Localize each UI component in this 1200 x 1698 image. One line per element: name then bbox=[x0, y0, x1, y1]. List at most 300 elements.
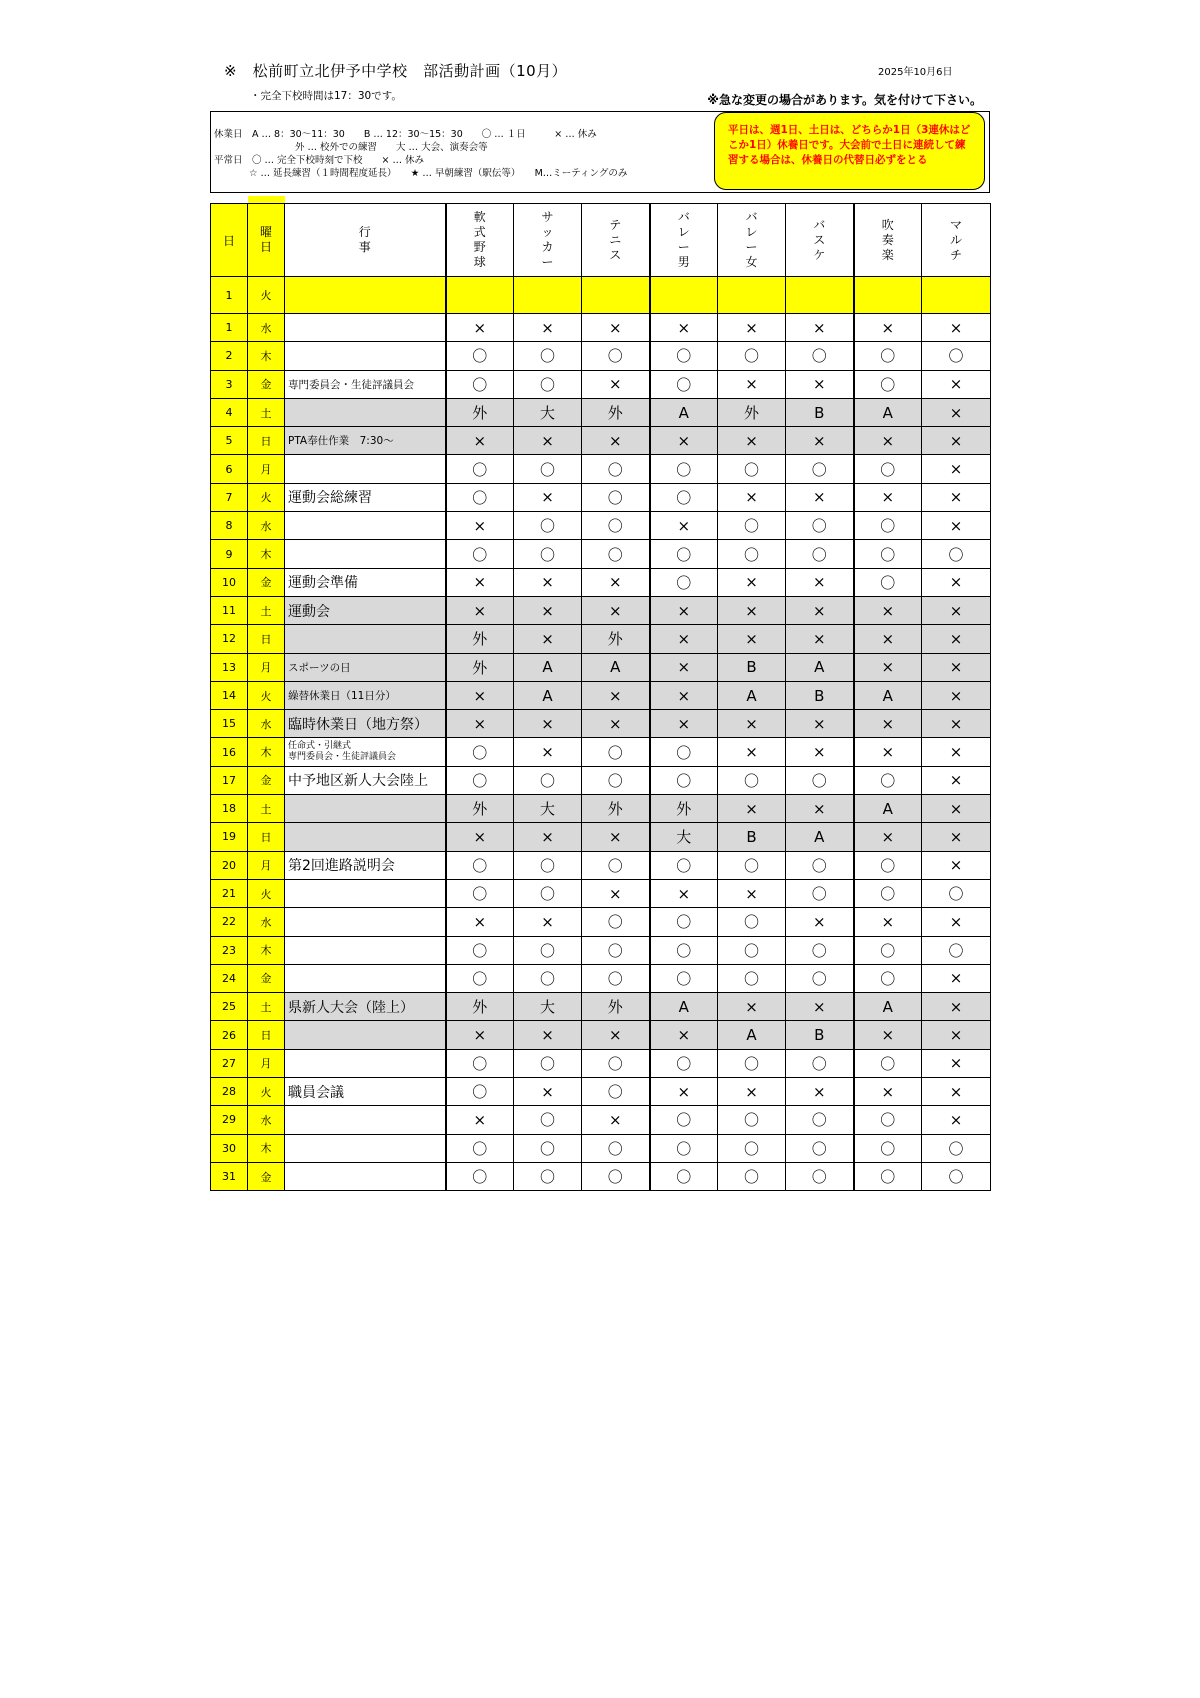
schedule-cell: 外 bbox=[718, 398, 786, 426]
schedule-cell: 〇 bbox=[514, 370, 582, 398]
event-cell: 県新人大会（陸上） bbox=[285, 993, 446, 1021]
schedule-cell: × bbox=[854, 710, 922, 738]
event-cell bbox=[285, 314, 446, 342]
schedule-cell: × bbox=[922, 1049, 991, 1077]
schedule-cell: × bbox=[786, 710, 854, 738]
table-row bbox=[211, 314, 991, 342]
schedule-cell: 〇 bbox=[514, 1049, 582, 1077]
schedule-cell: B bbox=[718, 653, 786, 681]
schedule-cell: 〇 bbox=[650, 936, 718, 964]
schedule-cell: × bbox=[718, 738, 786, 766]
schedule-cell: × bbox=[922, 795, 991, 823]
col-club bbox=[922, 204, 991, 277]
day-number: 19 bbox=[211, 823, 248, 851]
col-weekday-label: 曜日 bbox=[260, 225, 273, 254]
schedule-cell: A bbox=[514, 681, 582, 709]
table-row bbox=[211, 1078, 991, 1106]
rest-day-notice: 平日は、週1日、土日は、どちらか1日（3連休はどこか1日）休養日です。大会前で土日に連続して練習する場合は、休養日の代替日必ずをとる bbox=[714, 112, 985, 190]
event-cell bbox=[285, 1134, 446, 1162]
club-schedule-table bbox=[210, 203, 991, 1191]
schedule-cell: 〇 bbox=[514, 1106, 582, 1134]
event-cell: 運動会総練習 bbox=[285, 483, 446, 511]
schedule-cell: × bbox=[446, 596, 514, 624]
schedule-cell: 〇 bbox=[650, 342, 718, 370]
schedule-cell: × bbox=[854, 427, 922, 455]
table-row bbox=[211, 936, 991, 964]
schedule-cell: × bbox=[854, 483, 922, 511]
schedule-cell: × bbox=[514, 625, 582, 653]
schedule-cell: × bbox=[786, 1078, 854, 1106]
schedule-cell: × bbox=[650, 1078, 718, 1106]
schedule-cell: × bbox=[582, 314, 650, 342]
schedule-cell: 〇 bbox=[650, 851, 718, 879]
weekday: 木 bbox=[248, 1134, 285, 1162]
schedule-cell: 〇 bbox=[582, 455, 650, 483]
schedule-cell: 〇 bbox=[786, 342, 854, 370]
day-number: 28 bbox=[211, 1078, 248, 1106]
schedule-cell: × bbox=[718, 1078, 786, 1106]
weekday: 水 bbox=[248, 908, 285, 936]
schedule-cell: 〇 bbox=[922, 879, 991, 907]
schedule-cell: × bbox=[650, 681, 718, 709]
weekday: 火 bbox=[248, 483, 285, 511]
schedule-cell: 〇 bbox=[582, 1162, 650, 1190]
event-cell: 運動会準備 bbox=[285, 568, 446, 596]
schedule-cell: 〇 bbox=[718, 851, 786, 879]
schedule-cell: 〇 bbox=[854, 851, 922, 879]
col-event-label: 行事 bbox=[358, 225, 371, 254]
schedule-cell: 〇 bbox=[650, 455, 718, 483]
schedule-cell: 〇 bbox=[446, 964, 514, 992]
schedule-cell: 〇 bbox=[786, 1134, 854, 1162]
event-cell bbox=[285, 908, 446, 936]
event-cell bbox=[285, 795, 446, 823]
schedule-cell: 〇 bbox=[514, 1134, 582, 1162]
club-label: 吹奏楽 bbox=[881, 217, 894, 262]
event-line: 専門委員会・生徒評議員会 bbox=[288, 752, 397, 763]
schedule-cell: 〇 bbox=[854, 1106, 922, 1134]
day-number: 20 bbox=[211, 851, 248, 879]
weekday: 土 bbox=[248, 596, 285, 624]
schedule-cell: A bbox=[582, 653, 650, 681]
day-number: 7 bbox=[211, 483, 248, 511]
schedule-cell: × bbox=[650, 427, 718, 455]
schedule-cell: × bbox=[446, 314, 514, 342]
table-row bbox=[211, 427, 991, 455]
weekday: 火 bbox=[248, 277, 285, 314]
col-event bbox=[285, 204, 446, 277]
event-cell: 運動会 bbox=[285, 596, 446, 624]
schedule-cell: A bbox=[514, 653, 582, 681]
day-number: 5 bbox=[211, 427, 248, 455]
schedule-cell: 〇 bbox=[582, 936, 650, 964]
schedule-cell: 〇 bbox=[650, 540, 718, 568]
weekday: 月 bbox=[248, 455, 285, 483]
schedule-cell: 〇 bbox=[446, 879, 514, 907]
schedule-cell: 〇 bbox=[854, 455, 922, 483]
schedule-cell: A bbox=[650, 993, 718, 1021]
schedule-cell: 〇 bbox=[582, 738, 650, 766]
schedule-cell: 〇 bbox=[786, 1106, 854, 1134]
schedule-cell: × bbox=[854, 1078, 922, 1106]
schedule-cell: 〇 bbox=[514, 512, 582, 540]
schedule-cell: × bbox=[922, 1078, 991, 1106]
event-cell: 第2回進路説明会 bbox=[285, 851, 446, 879]
schedule-cell: × bbox=[446, 427, 514, 455]
day-number: 1 bbox=[211, 277, 248, 314]
schedule-cell: × bbox=[786, 483, 854, 511]
dismissal-note: ・完全下校時間は17：30です。 bbox=[250, 90, 402, 102]
event-cell: スポーツの日 bbox=[285, 653, 446, 681]
day-number: 11 bbox=[211, 596, 248, 624]
schedule-cell: 〇 bbox=[446, 936, 514, 964]
schedule-cell: × bbox=[650, 1021, 718, 1049]
day-number: 23 bbox=[211, 936, 248, 964]
schedule-cell: × bbox=[854, 1021, 922, 1049]
schedule-cell: 〇 bbox=[582, 1134, 650, 1162]
event-cell bbox=[285, 277, 446, 314]
day-number: 31 bbox=[211, 1162, 248, 1190]
schedule-cell: 〇 bbox=[854, 540, 922, 568]
schedule-cell: × bbox=[446, 681, 514, 709]
table-row bbox=[211, 540, 991, 568]
schedule-cell: 〇 bbox=[718, 512, 786, 540]
weekday: 木 bbox=[248, 936, 285, 964]
club-label: サッカー bbox=[541, 210, 554, 269]
schedule-cell: 〇 bbox=[582, 766, 650, 794]
schedule-cell: × bbox=[786, 908, 854, 936]
schedule-cell: × bbox=[446, 1021, 514, 1049]
schedule-cell: × bbox=[786, 625, 854, 653]
event-line: 任命式・引継式 bbox=[288, 741, 352, 752]
table-row bbox=[211, 455, 991, 483]
schedule-cell: × bbox=[922, 766, 991, 794]
schedule-cell: × bbox=[446, 908, 514, 936]
day-number: 10 bbox=[211, 568, 248, 596]
schedule-cell: 〇 bbox=[650, 370, 718, 398]
schedule-cell bbox=[786, 277, 854, 314]
schedule-cell: 〇 bbox=[854, 1134, 922, 1162]
schedule-cell: 〇 bbox=[718, 1106, 786, 1134]
col-club bbox=[650, 204, 718, 277]
schedule-cell: B bbox=[786, 681, 854, 709]
schedule-cell: 〇 bbox=[854, 936, 922, 964]
schedule-cell: × bbox=[582, 427, 650, 455]
weekday: 日 bbox=[248, 823, 285, 851]
club-label: 軟式野球 bbox=[473, 210, 486, 269]
schedule-cell: × bbox=[718, 483, 786, 511]
table-row bbox=[211, 277, 991, 314]
schedule-cell: × bbox=[718, 314, 786, 342]
schedule-cell: 〇 bbox=[922, 936, 991, 964]
schedule-cell: 〇 bbox=[446, 455, 514, 483]
schedule-cell: × bbox=[446, 823, 514, 851]
schedule-cell: × bbox=[922, 427, 991, 455]
club-label: マルチ bbox=[950, 217, 963, 262]
schedule-cell: 〇 bbox=[446, 540, 514, 568]
schedule-cell: A bbox=[854, 681, 922, 709]
table-row bbox=[211, 596, 991, 624]
schedule-cell: 〇 bbox=[718, 766, 786, 794]
schedule-cell: 〇 bbox=[786, 766, 854, 794]
event-cell: PTA奉仕作業 7:30～ bbox=[285, 427, 446, 455]
schedule-cell: × bbox=[718, 370, 786, 398]
schedule-cell: 〇 bbox=[650, 738, 718, 766]
table-row bbox=[211, 1106, 991, 1134]
schedule-cell: × bbox=[922, 851, 991, 879]
weekday: 金 bbox=[248, 1162, 285, 1190]
table-row bbox=[211, 908, 991, 936]
schedule-cell: × bbox=[582, 1021, 650, 1049]
schedule-cell bbox=[854, 277, 922, 314]
weekday: 金 bbox=[248, 964, 285, 992]
schedule-cell: 〇 bbox=[922, 1162, 991, 1190]
weekday: 月 bbox=[248, 653, 285, 681]
schedule-cell: × bbox=[786, 738, 854, 766]
schedule-cell: 〇 bbox=[854, 568, 922, 596]
table-row bbox=[211, 342, 991, 370]
schedule-cell: A bbox=[786, 823, 854, 851]
col-club bbox=[446, 204, 514, 277]
schedule-cell: × bbox=[922, 710, 991, 738]
weekday: 金 bbox=[248, 370, 285, 398]
schedule-cell: 〇 bbox=[446, 342, 514, 370]
schedule-cell: × bbox=[514, 314, 582, 342]
day-number: 8 bbox=[211, 512, 248, 540]
schedule-cell: 〇 bbox=[718, 1049, 786, 1077]
weekday: 土 bbox=[248, 398, 285, 426]
event-cell bbox=[285, 625, 446, 653]
schedule-cell: 外 bbox=[446, 398, 514, 426]
table-row bbox=[211, 1021, 991, 1049]
event-cell bbox=[285, 936, 446, 964]
table-row bbox=[211, 710, 991, 738]
schedule-cell: × bbox=[514, 1078, 582, 1106]
event-cell: 臨時休業日（地方祭） bbox=[285, 710, 446, 738]
weekday: 水 bbox=[248, 1106, 285, 1134]
schedule-cell: 〇 bbox=[718, 455, 786, 483]
schedule-cell: A bbox=[786, 653, 854, 681]
club-label: バスケ bbox=[813, 217, 826, 262]
schedule-cell: × bbox=[582, 879, 650, 907]
schedule-cell: 〇 bbox=[514, 879, 582, 907]
schedule-cell: × bbox=[854, 625, 922, 653]
schedule-cell: × bbox=[922, 823, 991, 851]
schedule-cell: 〇 bbox=[922, 1134, 991, 1162]
table-row bbox=[211, 766, 991, 794]
event-cell bbox=[285, 738, 446, 766]
day-number: 13 bbox=[211, 653, 248, 681]
legend-line-holiday: 休業日 A … 8：30～11：30 B … 12：30～15：30 〇 … １日 × … 休み bbox=[214, 129, 597, 140]
schedule-cell: × bbox=[922, 596, 991, 624]
weekday: 木 bbox=[248, 540, 285, 568]
table-row bbox=[211, 1162, 991, 1190]
schedule-cell: 大 bbox=[514, 398, 582, 426]
club-label: バレー男 bbox=[677, 210, 690, 269]
schedule-cell: 〇 bbox=[786, 936, 854, 964]
schedule-cell: 〇 bbox=[582, 512, 650, 540]
schedule-cell: B bbox=[786, 1021, 854, 1049]
schedule-cell: 〇 bbox=[650, 1162, 718, 1190]
day-number: 24 bbox=[211, 964, 248, 992]
schedule-cell: 〇 bbox=[582, 342, 650, 370]
schedule-cell: 〇 bbox=[514, 455, 582, 483]
schedule-cell: × bbox=[718, 795, 786, 823]
table-row bbox=[211, 568, 991, 596]
schedule-cell: 〇 bbox=[582, 964, 650, 992]
legend-line-outside: 外 … 校外での練習 大 … 大会、演奏会等 bbox=[295, 142, 488, 153]
schedule-cell: 〇 bbox=[718, 964, 786, 992]
schedule-cell: A bbox=[854, 398, 922, 426]
schedule-cell: 〇 bbox=[922, 540, 991, 568]
event-cell bbox=[285, 455, 446, 483]
schedule-cell: 大 bbox=[514, 993, 582, 1021]
schedule-cell: × bbox=[582, 823, 650, 851]
document-date: 2025年10月6日 bbox=[878, 67, 953, 78]
club-label: バレー女 bbox=[745, 210, 758, 269]
schedule-cell: 〇 bbox=[514, 540, 582, 568]
schedule-cell: 〇 bbox=[650, 1106, 718, 1134]
schedule-cell: B bbox=[786, 398, 854, 426]
schedule-cell: 〇 bbox=[854, 342, 922, 370]
col-club bbox=[786, 204, 854, 277]
table-row bbox=[211, 738, 991, 766]
schedule-cell: 〇 bbox=[786, 455, 854, 483]
schedule-cell: 〇 bbox=[786, 540, 854, 568]
schedule-cell: 外 bbox=[446, 653, 514, 681]
schedule-cell: 外 bbox=[582, 625, 650, 653]
schedule-cell: × bbox=[650, 653, 718, 681]
schedule-cell: 外 bbox=[582, 993, 650, 1021]
schedule-cell: × bbox=[922, 964, 991, 992]
schedule-cell: × bbox=[922, 370, 991, 398]
weekday: 木 bbox=[248, 342, 285, 370]
schedule-cell: × bbox=[446, 1106, 514, 1134]
schedule-cell: × bbox=[922, 483, 991, 511]
schedule-cell: 〇 bbox=[446, 370, 514, 398]
schedule-cell: 〇 bbox=[446, 483, 514, 511]
schedule-cell: B bbox=[718, 823, 786, 851]
col-club bbox=[514, 204, 582, 277]
schedule-cell: 〇 bbox=[854, 964, 922, 992]
col-club bbox=[582, 204, 650, 277]
schedule-cell: × bbox=[514, 823, 582, 851]
schedule-cell: 〇 bbox=[650, 568, 718, 596]
schedule-cell: × bbox=[922, 1021, 991, 1049]
schedule-cell bbox=[514, 277, 582, 314]
schedule-cell: 〇 bbox=[446, 1049, 514, 1077]
schedule-cell: 〇 bbox=[582, 483, 650, 511]
schedule-cell: 〇 bbox=[582, 1078, 650, 1106]
schedule-cell: 〇 bbox=[650, 964, 718, 992]
table-row bbox=[211, 512, 991, 540]
club-label: テニス bbox=[609, 217, 622, 262]
schedule-cell: × bbox=[582, 1106, 650, 1134]
schedule-cell: 〇 bbox=[582, 851, 650, 879]
schedule-cell: 〇 bbox=[446, 1134, 514, 1162]
schedule-cell: 〇 bbox=[514, 851, 582, 879]
day-number: 29 bbox=[211, 1106, 248, 1134]
event-cell: 専門委員会・生徒評議員会 bbox=[285, 370, 446, 398]
schedule-cell: × bbox=[786, 795, 854, 823]
schedule-cell: 〇 bbox=[854, 370, 922, 398]
schedule-cell: × bbox=[718, 710, 786, 738]
weekday: 水 bbox=[248, 512, 285, 540]
schedule-cell: 〇 bbox=[786, 512, 854, 540]
schedule-cell: × bbox=[922, 398, 991, 426]
table-row bbox=[211, 625, 991, 653]
schedule-cell: × bbox=[650, 596, 718, 624]
schedule-cell: × bbox=[854, 596, 922, 624]
schedule-cell: × bbox=[514, 908, 582, 936]
day-number: 22 bbox=[211, 908, 248, 936]
schedule-cell bbox=[650, 277, 718, 314]
schedule-cell: × bbox=[786, 568, 854, 596]
schedule-cell: 〇 bbox=[786, 879, 854, 907]
event-cell bbox=[285, 879, 446, 907]
weekday: 日 bbox=[248, 1021, 285, 1049]
schedule-cell: 〇 bbox=[854, 766, 922, 794]
schedule-cell: × bbox=[854, 653, 922, 681]
legend-line-extra: ☆ … 延長練習（１時間程度延長） ★ … 早朝練習（駅伝等） M…ミーティングのみ bbox=[249, 168, 628, 179]
event-cell bbox=[285, 1162, 446, 1190]
event-cell bbox=[285, 1021, 446, 1049]
schedule-cell: × bbox=[718, 596, 786, 624]
schedule-cell: × bbox=[786, 370, 854, 398]
page-title: ※ 松前町立北伊予中学校 部活動計画（10月） bbox=[224, 62, 568, 80]
weekday: 水 bbox=[248, 314, 285, 342]
schedule-cell: 〇 bbox=[446, 766, 514, 794]
schedule-cell: A bbox=[854, 993, 922, 1021]
schedule-cell: × bbox=[718, 625, 786, 653]
schedule-cell: × bbox=[446, 512, 514, 540]
schedule-cell: 外 bbox=[446, 625, 514, 653]
weekday: 日 bbox=[248, 427, 285, 455]
schedule-cell: × bbox=[650, 314, 718, 342]
schedule-cell: 外 bbox=[650, 795, 718, 823]
schedule-cell: 〇 bbox=[922, 342, 991, 370]
schedule-cell bbox=[922, 277, 991, 314]
col-day: 日 bbox=[211, 204, 248, 277]
day-number: 26 bbox=[211, 1021, 248, 1049]
table-row bbox=[211, 398, 991, 426]
schedule-cell: 外 bbox=[446, 993, 514, 1021]
table-row bbox=[211, 851, 991, 879]
table-row bbox=[211, 795, 991, 823]
schedule-cell: 〇 bbox=[718, 1162, 786, 1190]
schedule-cell: 〇 bbox=[582, 540, 650, 568]
day-number: 25 bbox=[211, 993, 248, 1021]
schedule-cell: × bbox=[718, 993, 786, 1021]
schedule-cell: × bbox=[854, 823, 922, 851]
schedule-cell: 〇 bbox=[854, 1162, 922, 1190]
schedule-cell: 〇 bbox=[514, 964, 582, 992]
schedule-cell: × bbox=[922, 1106, 991, 1134]
table-row bbox=[211, 964, 991, 992]
schedule-cell: × bbox=[922, 455, 991, 483]
schedule-cell: 〇 bbox=[786, 964, 854, 992]
day-number: 6 bbox=[211, 455, 248, 483]
day-number: 1 bbox=[211, 314, 248, 342]
table-row bbox=[211, 370, 991, 398]
schedule-cell bbox=[718, 277, 786, 314]
change-warning: ※急な変更の場合があります。気を付けて下さい。 bbox=[707, 93, 982, 107]
col-club bbox=[854, 204, 922, 277]
weekday: 土 bbox=[248, 795, 285, 823]
schedule-cell: 〇 bbox=[718, 908, 786, 936]
day-number: 3 bbox=[211, 370, 248, 398]
schedule-cell: × bbox=[446, 568, 514, 596]
